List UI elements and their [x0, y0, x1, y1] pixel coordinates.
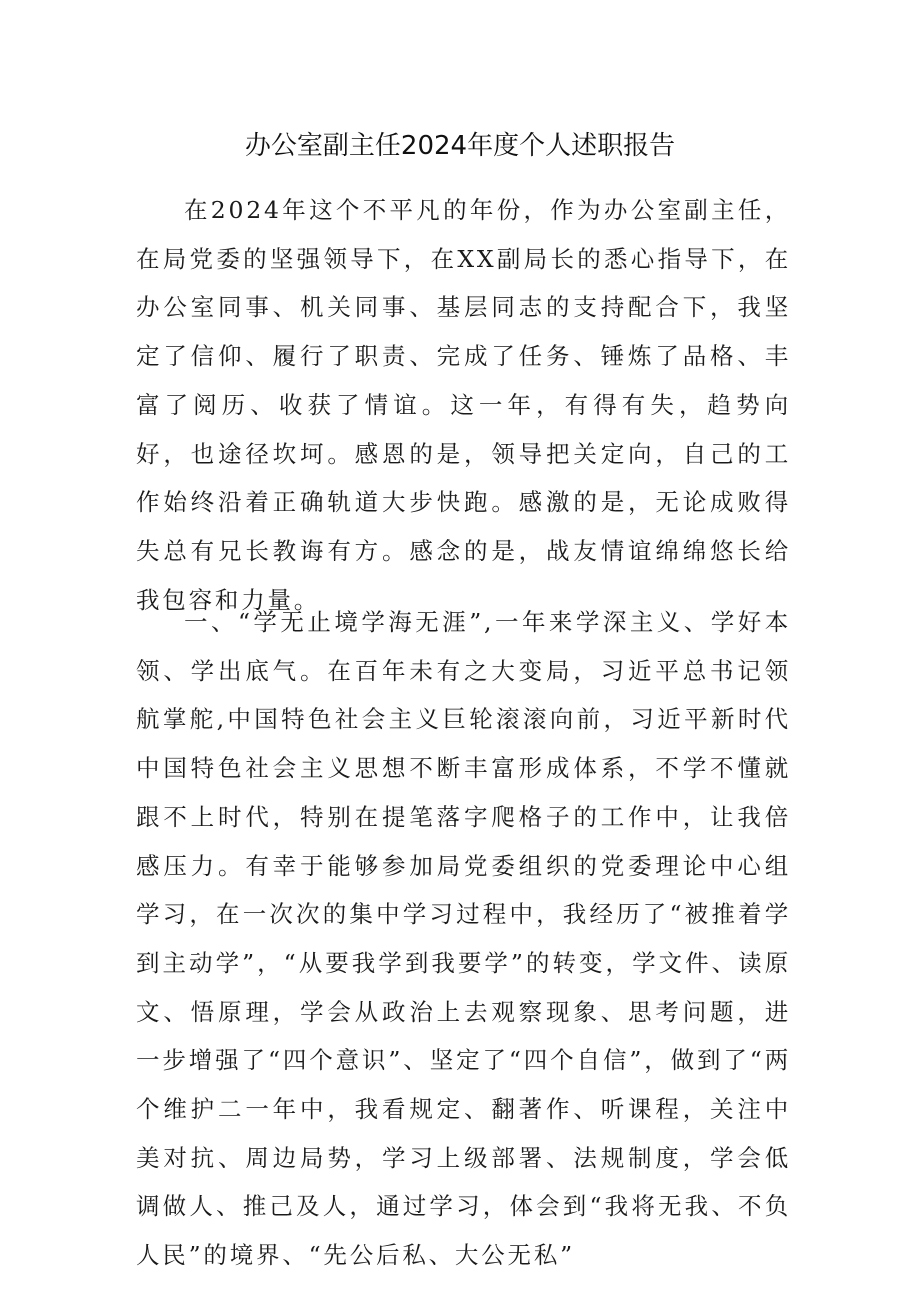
body-paragraph-section-one: 一、“学无止境学海无涯”,一年来学深主义、学好本领、学出底气。在百年未有之大变局，习近平总书记领航掌舵,中国特色社会主义巨轮滚滚向前，习近平新时代中国特色社会主义思想不断丰富形成体系，不学不懂就跟不上时代，特别在提笔落字爬格子的工作中，让我倍感压力。有幸于能够参加局党委组织的党委理论中心组学习，在一次次的集中学习过程中，我经历了“被推着学到主动学”，“从要我学到我要学”的转变，学文件、读原文、悟原理，学会从政治上去观察现象、思考问题，进一步增强了“四个意识”、坚定了“四个自信”，做到了“两个维护二一年中，我看规定、翻著作、听课程，关注中美对抗、周边局势，学习上级部署、法规制度，学会低调做人、推己及人，通过学习，体会到“我将无我、不负人民”的境界、“先公后私、大公无私”	[136, 608, 791, 1270]
body-paragraph-intro: 在2024年这个不平凡的年份，作为办公室副主任，在局党委的坚强领导下，在XX副局长的悉心指导下，在办公室同事、机关同事、基层同志的支持配合下，我坚定了信仰、履行了职责、完成了任务、锤炼了品格、丰富了阅历、收获了情谊。这一年，有得有失，趋势向好，也途径坎坷。感恩的是，领导把关定向，自己的工作始终沿着正确轨道大步快跑。感激的是，无论成败得失总有兄长教诲有方。感念的是，战友情谊绵绵悠长给我包容和力量。	[136, 196, 791, 614]
document-title: 办公室副主任2024年度个人述职报告	[244, 131, 676, 161]
